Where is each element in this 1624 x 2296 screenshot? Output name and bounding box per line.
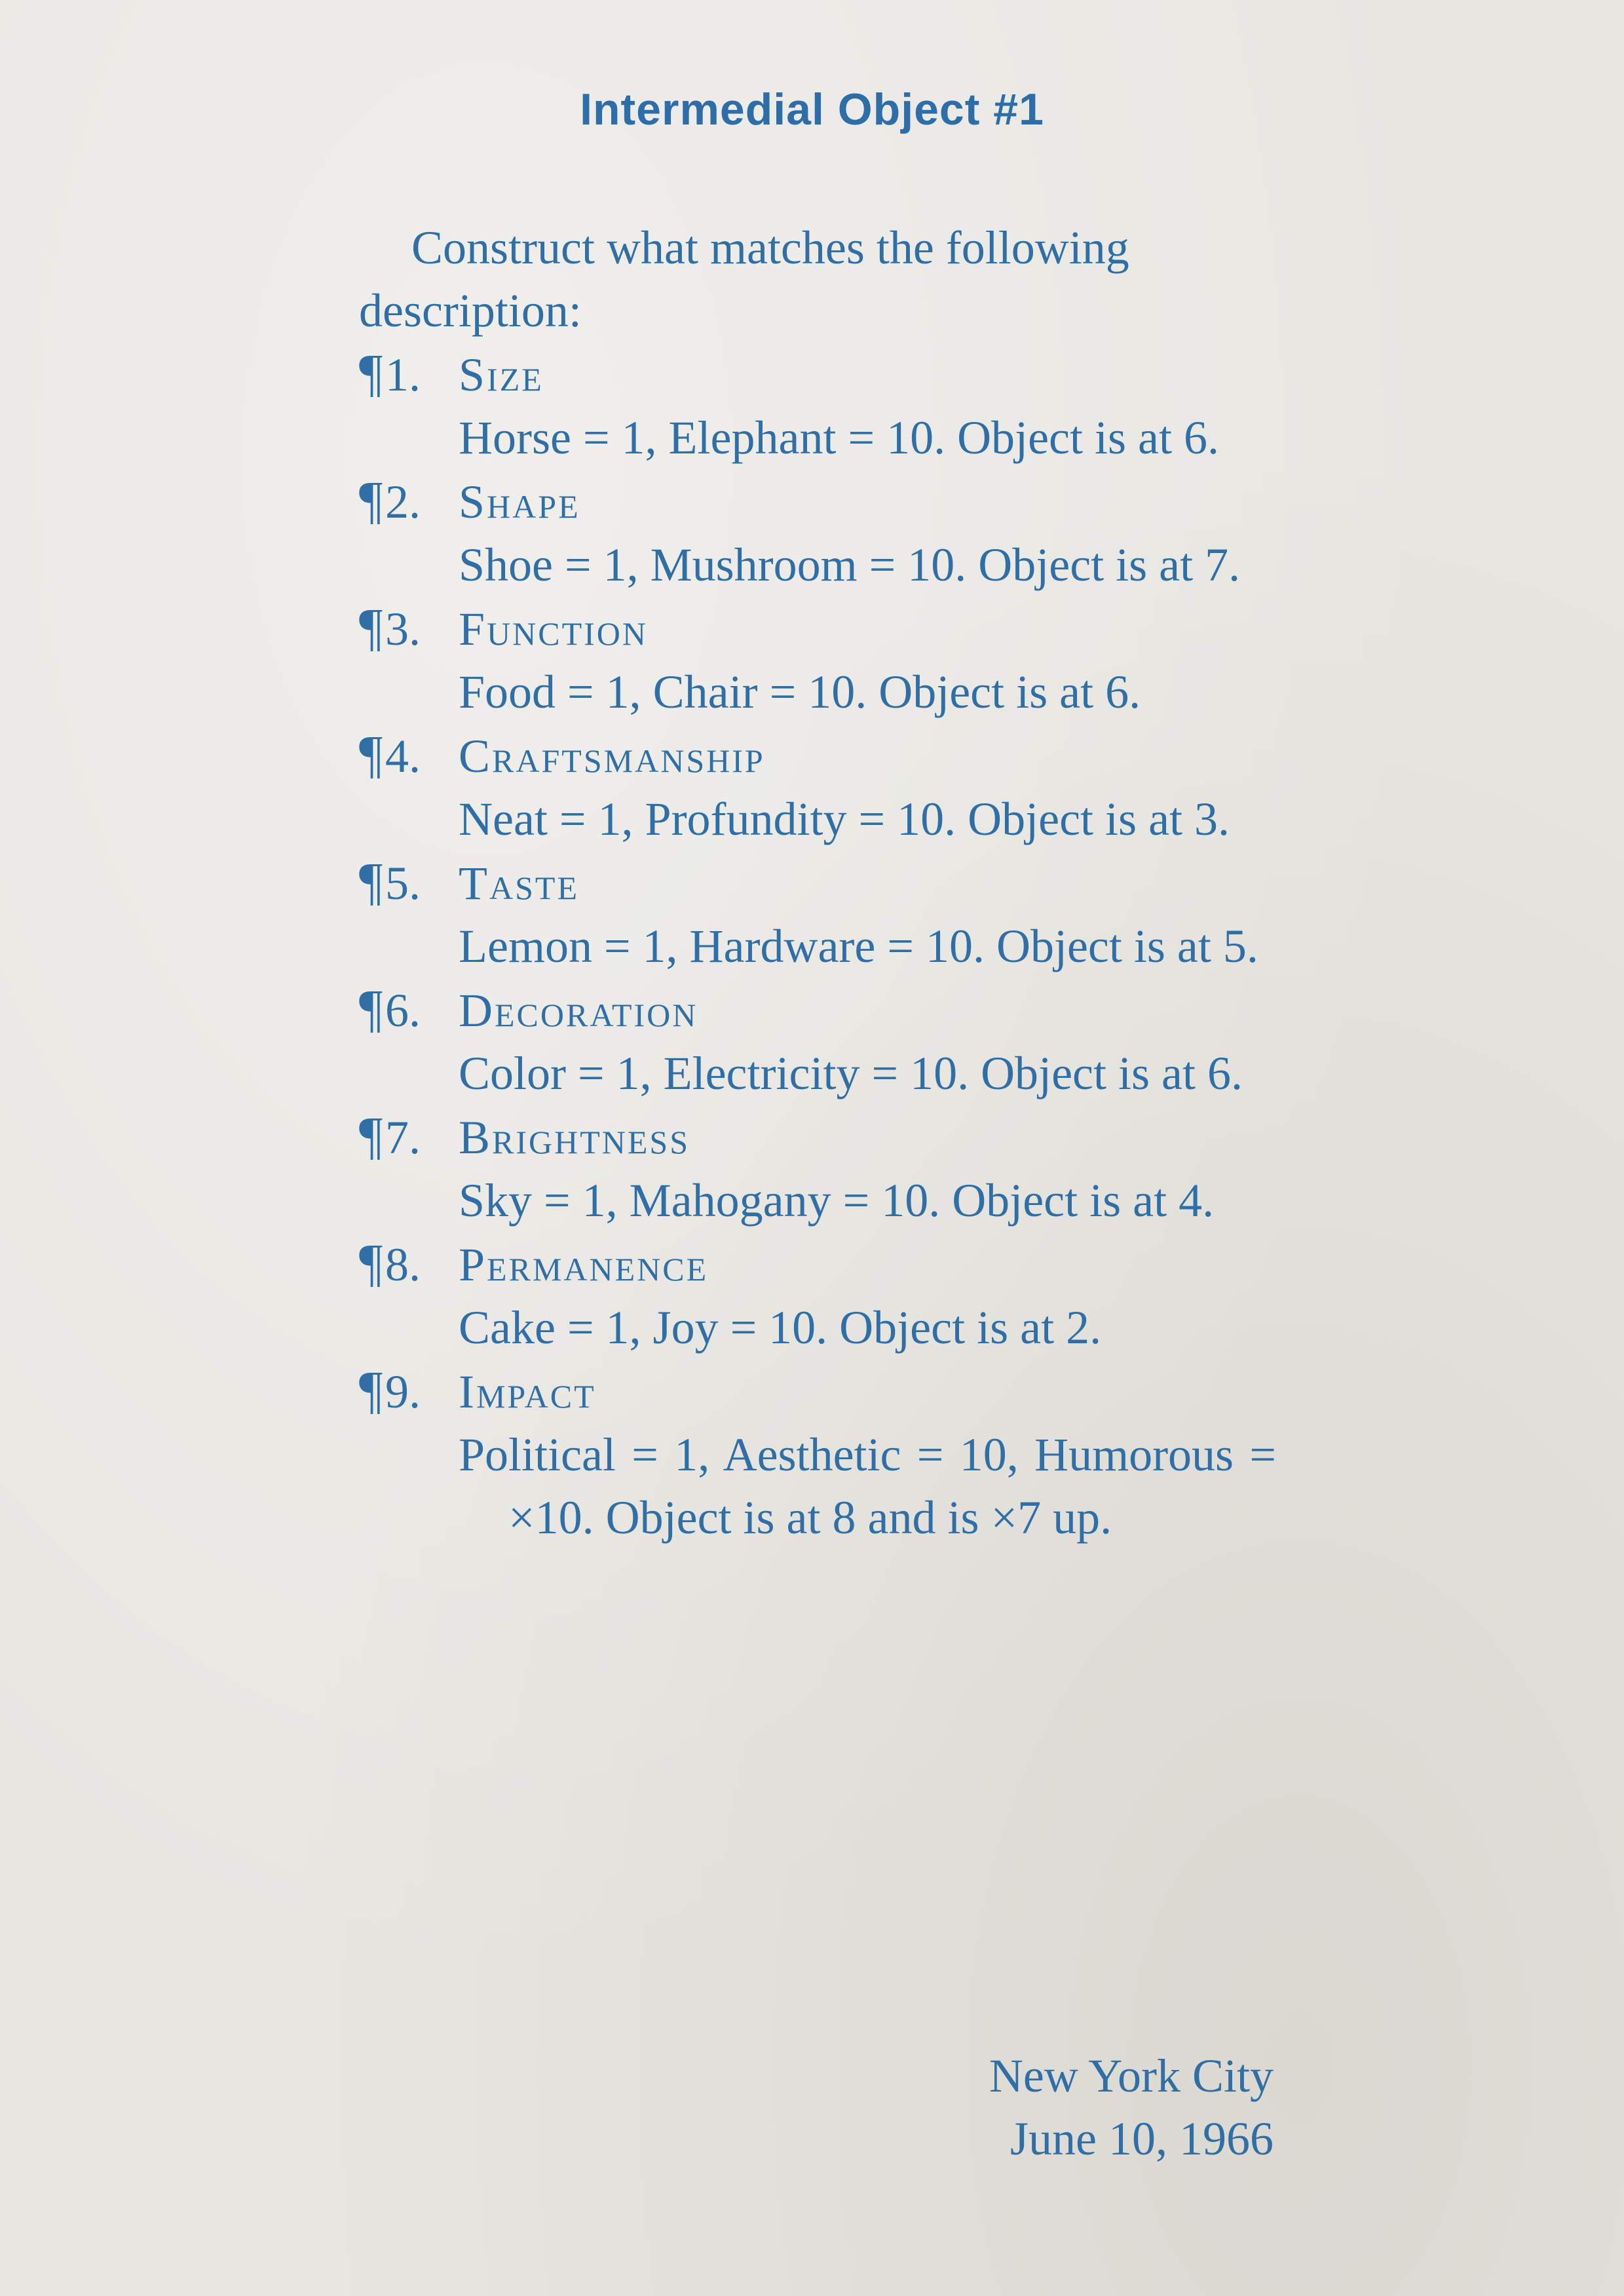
criterion-description: Horse = 1, Elephant = 10. Object is at 6. bbox=[459, 411, 1219, 464]
criterion-heading: Permanence bbox=[459, 1238, 709, 1291]
pilcrow-icon: ¶ bbox=[359, 980, 383, 1038]
criterion-description: Food = 1, Chair = 10. Object is at 6. bbox=[459, 666, 1141, 718]
criterion-description: Political = 1, Aesthetic = 10, Humorous = ×10. Object is at 8 and is ×7 up. bbox=[459, 1428, 1276, 1544]
criterion-description: Cake = 1, Joy = 10. Object is at 2. bbox=[459, 1301, 1102, 1354]
criterion-number: 8. bbox=[385, 1238, 421, 1291]
criterion-description: Shoe = 1, Mushroom = 10. Object is at 7. bbox=[459, 539, 1241, 591]
criterion-heading: Function bbox=[459, 603, 649, 655]
document-title: Intermedial Object #1 bbox=[580, 85, 1044, 134]
criterion-number: 1. bbox=[385, 349, 421, 401]
criterion-item bbox=[359, 851, 1276, 978]
intro-paragraph: Construct what matches the following description: bbox=[359, 221, 1129, 337]
criterion-number: 6. bbox=[385, 984, 421, 1037]
pilcrow-icon: ¶ bbox=[359, 599, 383, 657]
criterion-heading: Size bbox=[459, 349, 544, 401]
criterion-description: Neat = 1, Profundity = 10. Object is at 3. bbox=[459, 793, 1230, 845]
criterion-item bbox=[359, 978, 1276, 1105]
pilcrow-icon: ¶ bbox=[359, 1107, 383, 1165]
criterion-item bbox=[359, 1105, 1276, 1232]
criterion-number: 2. bbox=[385, 476, 421, 528]
pilcrow-icon: ¶ bbox=[359, 726, 383, 784]
criterion-item bbox=[359, 469, 1276, 596]
criterion-number: 5. bbox=[385, 857, 421, 909]
pilcrow-icon: ¶ bbox=[359, 345, 383, 402]
criterion-heading: Shape bbox=[459, 476, 580, 528]
criterion-number: 4. bbox=[385, 730, 421, 782]
criterion-description: Sky = 1, Mahogany = 10. Object is at 4. bbox=[459, 1174, 1215, 1227]
instructions-body bbox=[359, 216, 1276, 1549]
pilcrow-icon: ¶ bbox=[359, 853, 383, 911]
criterion-number: 3. bbox=[385, 603, 421, 655]
criterion-number: 9. bbox=[385, 1366, 421, 1418]
pilcrow-icon: ¶ bbox=[359, 472, 383, 529]
pilcrow-icon: ¶ bbox=[359, 1234, 383, 1292]
criterion-heading: Decoration bbox=[459, 984, 698, 1037]
criterion-heading: Craftsmanship bbox=[459, 730, 765, 782]
signature-block bbox=[989, 2044, 1274, 2170]
signature-place: New York City bbox=[989, 2050, 1274, 2102]
criterion-heading: Taste bbox=[459, 857, 579, 909]
criterion-number: 7. bbox=[385, 1111, 421, 1164]
criterion-heading: Brightness bbox=[459, 1111, 690, 1164]
criterion-item bbox=[359, 1232, 1276, 1359]
criterion-description: Color = 1, Electricity = 10. Object is at 6. bbox=[459, 1047, 1243, 1100]
criterion-item bbox=[359, 596, 1276, 723]
signature-date: June 10, 1966 bbox=[1010, 2113, 1274, 2165]
pilcrow-icon: ¶ bbox=[359, 1362, 383, 1419]
criterion-item bbox=[359, 342, 1276, 469]
criterion-heading: Impact bbox=[459, 1366, 596, 1418]
criterion-item bbox=[359, 723, 1276, 851]
criterion-item bbox=[359, 1359, 1276, 1549]
criterion-description: Lemon = 1, Hardware = 10. Object is at 5. bbox=[459, 920, 1258, 972]
